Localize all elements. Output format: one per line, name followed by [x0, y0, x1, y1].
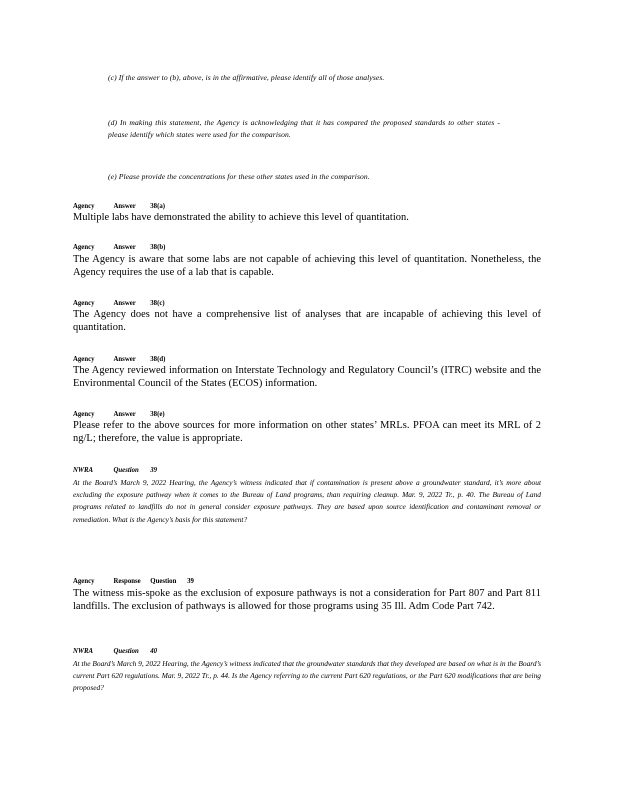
- answer-38d-text: The Agency reviewed information on Interstate Technology and Regulatory Council’s (ITRC) website and the Environmental Council of the States (ECOS) information.: [73, 365, 541, 390]
- heading-label: Agency: [73, 354, 95, 363]
- answer-38a-heading: [73, 201, 165, 211]
- heading-number: 38(c): [150, 298, 165, 307]
- answer-38e-text: Please refer to the above sources for more information on other states’ MRLs. PFOA can meet its MRL of 2 ng/L; therefore, the value is appropriate.: [73, 420, 541, 445]
- heading-label: Agency: [73, 576, 95, 585]
- heading-word: Question: [113, 646, 139, 655]
- heading-label: Agency: [73, 298, 95, 307]
- subitem-d: (d) In making this statement, the Agency is acknowledging that it has compared the proposed standards to other states - please identify which states were used for the comparison.: [108, 118, 500, 139]
- subitem-e: (e) Please provide the concentrations for these other states used in the comparison.: [108, 172, 370, 181]
- answer-38c-text: The Agency does not have a comprehensive list of analyses that are incapable of achieving this level of quantitation.: [73, 309, 541, 334]
- question-40-heading: [73, 646, 157, 656]
- subitem-c: (c) If the answer to (b), above, is in the affirmative, please identify all of those analyses.: [108, 73, 385, 82]
- heading-word: Answer: [113, 242, 136, 251]
- response-39-text: The witness mis-spoke as the exclusion of exposure pathways is not a consideration for Part 807 and Part 811 landfills. The exclusion of pathways is allowed for those programs using 35 Ill. Adm Code Part 742.: [73, 588, 541, 613]
- answer-38b-heading: [73, 242, 165, 252]
- heading-number: 38(a): [150, 201, 166, 210]
- heading-number: 38(b): [150, 242, 166, 251]
- heading-number: 38(e): [150, 409, 165, 418]
- question-39-heading: [73, 465, 157, 475]
- heading-extra: Question: [150, 576, 177, 585]
- heading-word: Answer: [113, 298, 136, 307]
- heading-word: Answer: [113, 409, 136, 418]
- heading-word: Response: [113, 576, 141, 585]
- heading-label: Agency: [73, 201, 95, 210]
- heading-number: 39: [187, 576, 194, 585]
- heading-label: Agency: [73, 242, 95, 251]
- answer-38a-text: Multiple labs have demonstrated the ability to achieve this level of quantitation.: [73, 212, 409, 223]
- heading-label: NWRA: [73, 646, 94, 655]
- answer-38d-heading: [73, 354, 165, 364]
- question-40-text: At the Board’s March 9, 2022 Hearing, the Agency’s witness indicated that the groundwater standards that they developed are based on what is in the Board’s current Part 620 regulations. Mar. 9, 2022 Tr., p. 44. Is the Agency referring to the current Part 620 regulations, or the Part 620 modifications that are being proposed?: [73, 659, 541, 693]
- heading-label: Agency: [73, 409, 95, 418]
- heading-word: Answer: [113, 201, 136, 210]
- question-39-text: At the Board’s March 9, 2022 Hearing, the Agency’s witness indicated that if contamination is present above a groundwater standard, it’s more about excluding the exposure pathway when it comes to the Bureau of Land programs, than requiring cleanup. Mar. 9, 2022 Tr., p. 40. The Bureau of Land programs related to landfills do not in general consider exposure pathways. They are based upon source identification and contaminant removal or remediation. What is the Agency’s basis for this statement?: [73, 478, 541, 524]
- answer-38b-text: The Agency is aware that some labs are not capable of achieving this level of quantitation. Nonetheless, the Agency requires the use of a lab that is capable.: [73, 254, 541, 279]
- response-39-heading: [73, 576, 194, 586]
- heading-word: Question: [113, 465, 139, 474]
- heading-label: NWRA: [73, 465, 94, 474]
- heading-word: Answer: [113, 354, 136, 363]
- answer-38c-heading: [73, 298, 165, 308]
- answer-38e-heading: [73, 409, 165, 419]
- heading-number: 38(d): [150, 354, 166, 363]
- heading-number: 40: [150, 646, 158, 655]
- heading-number: 39: [150, 465, 158, 474]
